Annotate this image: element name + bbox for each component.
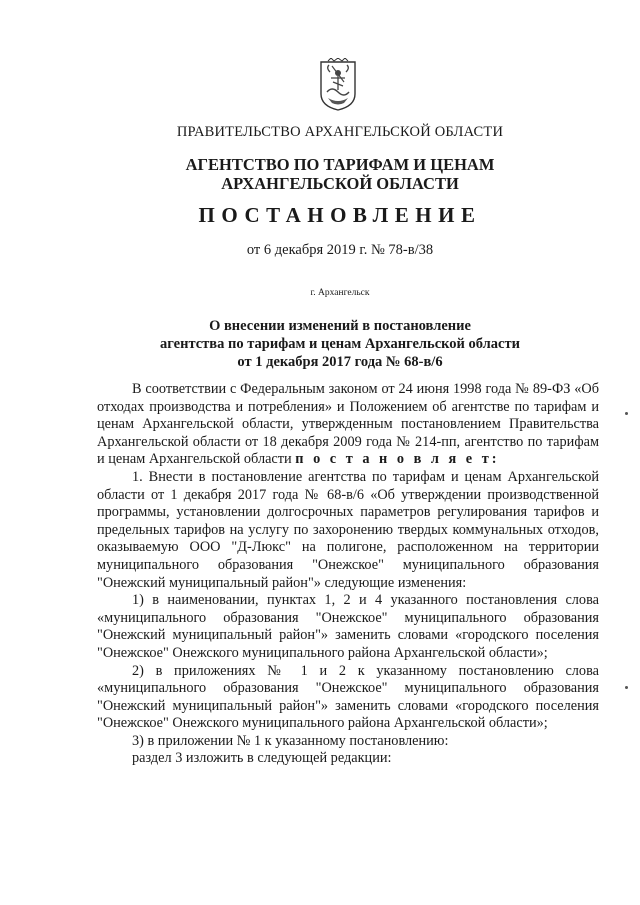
item-1-3a-paragraph: раздел 3 изложить в следующей редакции: (132, 750, 392, 767)
subject-line-1: О внесении изменений в постановление (209, 318, 471, 334)
subject-line-3: от 1 декабря 2017 года № 68-в/6 (237, 354, 443, 370)
resolves-word: п о с т а н о в л я е т: (295, 451, 500, 468)
government-name: ПРАВИТЕЛЬСТВО АРХАНГЕЛЬСКОЙ ОБЛАСТИ (176, 124, 504, 140)
item-1-3-paragraph: 3) в приложении № 1 к указанному постановлению: (132, 732, 449, 749)
item-1-paragraph: 1. Внести в постановление агентства по тарифам и ценам Архангельской области от 1 декабря 2017 года № 68-в/6 «Об утверждении производственной программы, установлении долгосрочных параметров регулирования тарифов и предельных тарифов на услугу по захоронению твердых коммунальных отходов, оказываемую ООО "Д-Люкс" на полигоне, расположенном на территории муниципального образования "Онежское" муниципального образования "Онежский муниципальный район"» следующие изменения: (97, 468, 599, 591)
coat-of-arms-icon (318, 58, 358, 112)
item-1-2-paragraph: 2) в приложениях № 1 и 2 к указанному постановлению слова «муниципального образования "Онежское" муниципального образования "Онежский муниципальный район"» заменить словами «городского поселения "Онежское" Онежского муниципального района Архангельской области»; (97, 662, 599, 732)
margin-dot (625, 686, 628, 689)
document-city: г. Архангельск (310, 288, 370, 298)
agency-name-line-2: АРХАНГЕЛЬСКОЙ ОБЛАСТИ (221, 174, 459, 193)
document-type: ПОСТАНОВЛЕНИЕ (198, 203, 482, 227)
agency-name-line-1: АГЕНТСТВО ПО ТАРИФАМ И ЦЕНАМ (185, 155, 495, 174)
preamble-paragraph (97, 381, 599, 469)
document-subject (0, 317, 640, 371)
document-date-number: от 6 декабря 2019 г. № 78-в/38 (246, 242, 434, 258)
margin-dot (625, 412, 628, 415)
preamble-text: В соответствии с Федеральным законом от 24 июня 1998 года № 89-ФЗ «Об отходах производства и потребления» и Положением об агентстве по тарифам и ценам Архангельской области, утвержденным постановлением Правительства Архангельской области от 18 декабря 2009 года № 214-пп, агентство по тарифам и ценам Архангельской области (97, 381, 599, 468)
document-body (97, 381, 599, 768)
item-1-1-paragraph: 1) в наименовании, пунктах 1, 2 и 4 указанного постановления слова «муниципального образования "Онежское" муниципального образования "Онежский муниципальный район"» заменить словами «городского поселения "Онежское" Онежского муниципального района Архангельской области»; (97, 592, 599, 661)
subject-line-2: агентства по тарифам и ценам Архангельской области (160, 336, 520, 352)
agency-name (0, 155, 640, 193)
